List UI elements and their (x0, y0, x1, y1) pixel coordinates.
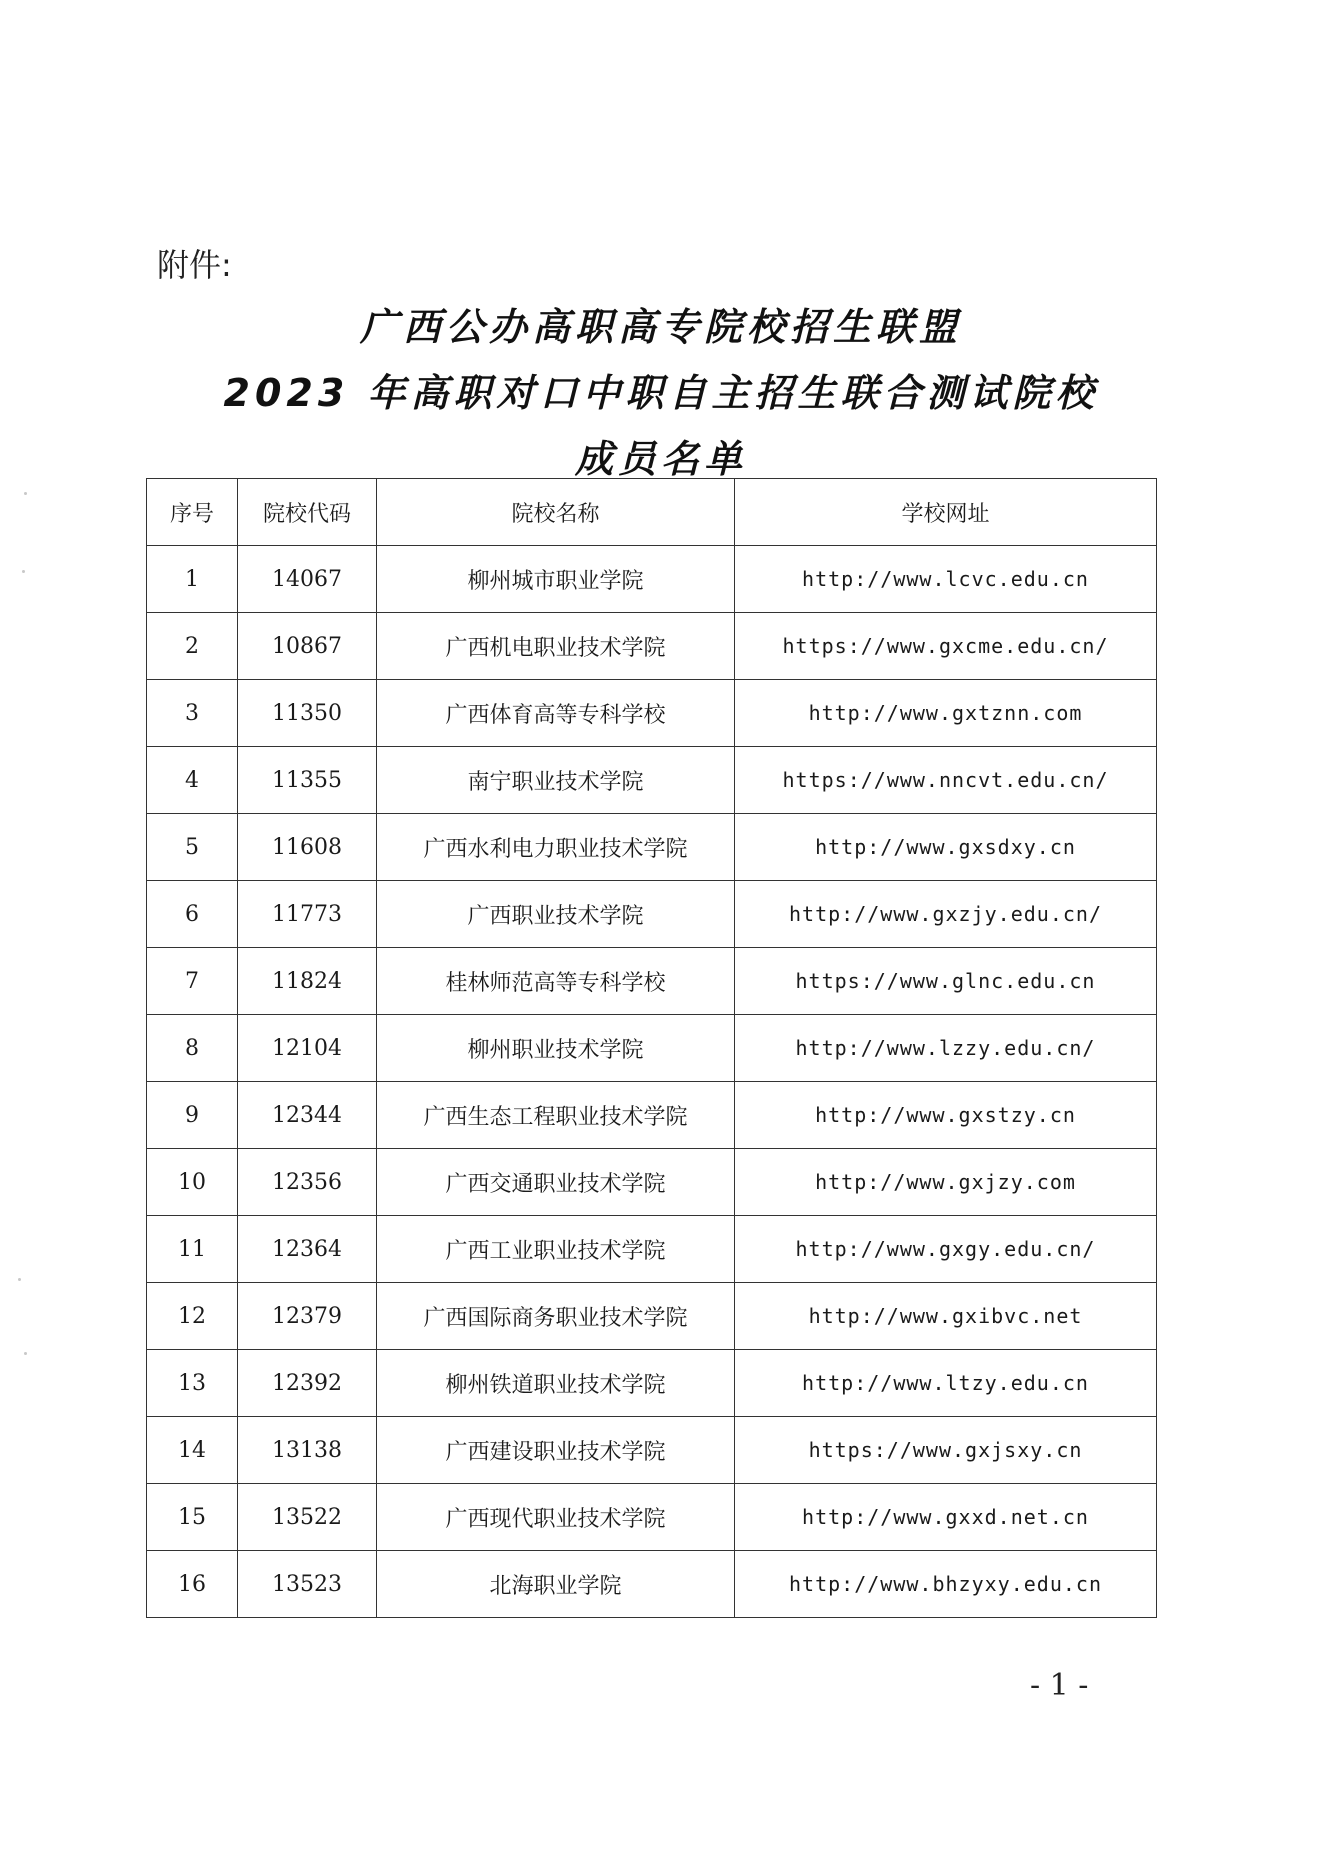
table-row (147, 1082, 1157, 1149)
cell-index: 14 (147, 1417, 238, 1484)
cell-code: 11608 (238, 814, 377, 881)
cell-code: 12344 (238, 1082, 377, 1149)
cell-url: https://www.nncvt.edu.cn/ (735, 747, 1157, 814)
cell-name: 北海职业学院 (377, 1551, 735, 1618)
scan-speck (22, 570, 25, 573)
cell-name: 广西现代职业技术学院 (377, 1484, 735, 1551)
cell-index: 2 (147, 613, 238, 680)
cell-name: 广西生态工程职业技术学院 (377, 1082, 735, 1149)
cell-code: 12356 (238, 1149, 377, 1216)
cell-code: 12392 (238, 1350, 377, 1417)
cell-url: http://www.lcvc.edu.cn (735, 546, 1157, 613)
cell-code: 14067 (238, 546, 377, 613)
table-row (147, 546, 1157, 613)
header-code: 院校代码 (238, 479, 377, 546)
cell-index: 6 (147, 881, 238, 948)
cell-index: 15 (147, 1484, 238, 1551)
cell-name: 广西机电职业技术学院 (377, 613, 735, 680)
cell-url: http://www.gxgy.edu.cn/ (735, 1216, 1157, 1283)
table-row (147, 1015, 1157, 1082)
table-row (147, 1417, 1157, 1484)
page-number: - 1 - (1030, 1668, 1089, 1703)
cell-index: 5 (147, 814, 238, 881)
header-url: 学校网址 (735, 479, 1157, 546)
scan-speck (24, 1352, 27, 1355)
cell-index: 12 (147, 1283, 238, 1350)
cell-url: http://www.gxsdxy.cn (735, 814, 1157, 881)
table-row (147, 1283, 1157, 1350)
cell-code: 12379 (238, 1283, 377, 1350)
cell-url: http://www.gxxd.net.cn (735, 1484, 1157, 1551)
cell-code: 13523 (238, 1551, 377, 1618)
cell-code: 11824 (238, 948, 377, 1015)
cell-url: http://www.gxzjy.edu.cn/ (735, 881, 1157, 948)
cell-url: https://www.gxjsxy.cn (735, 1417, 1157, 1484)
cell-name: 广西工业职业技术学院 (377, 1216, 735, 1283)
cell-name: 广西交通职业技术学院 (377, 1149, 735, 1216)
cell-name: 柳州职业技术学院 (377, 1015, 735, 1082)
header-index: 序号 (147, 479, 238, 546)
table-row (147, 747, 1157, 814)
cell-url: http://www.bhzyxy.edu.cn (735, 1551, 1157, 1618)
table-row (147, 680, 1157, 747)
cell-code: 12364 (238, 1216, 377, 1283)
cell-index: 1 (147, 546, 238, 613)
cell-code: 11773 (238, 881, 377, 948)
table-row (147, 814, 1157, 881)
cell-url: http://www.gxstzy.cn (735, 1082, 1157, 1149)
cell-url: http://www.lzzy.edu.cn/ (735, 1015, 1157, 1082)
scan-speck (18, 1278, 21, 1281)
cell-index: 16 (147, 1551, 238, 1618)
table-header-row (147, 479, 1157, 546)
cell-name: 南宁职业技术学院 (377, 747, 735, 814)
attachment-label: 附件: (157, 246, 232, 284)
cell-index: 8 (147, 1015, 238, 1082)
table-row (147, 1216, 1157, 1283)
cell-url: http://www.ltzy.edu.cn (735, 1350, 1157, 1417)
cell-name: 广西职业技术学院 (377, 881, 735, 948)
cell-name: 柳州铁道职业技术学院 (377, 1350, 735, 1417)
header-name: 院校名称 (377, 479, 735, 546)
cell-code: 13138 (238, 1417, 377, 1484)
cell-code: 11350 (238, 680, 377, 747)
cell-index: 3 (147, 680, 238, 747)
cell-code: 13522 (238, 1484, 377, 1551)
cell-name: 桂林师范高等专科学校 (377, 948, 735, 1015)
cell-code: 11355 (238, 747, 377, 814)
cell-index: 9 (147, 1082, 238, 1149)
cell-name: 广西水利电力职业技术学院 (377, 814, 735, 881)
table-row (147, 881, 1157, 948)
cell-code: 12104 (238, 1015, 377, 1082)
cell-index: 11 (147, 1216, 238, 1283)
cell-url: http://www.gxibvc.net (735, 1283, 1157, 1350)
cell-name: 广西建设职业技术学院 (377, 1417, 735, 1484)
title-line-2: 2023 年高职对口中职自主招生联合测试院校 (223, 371, 1099, 415)
cell-code: 10867 (238, 613, 377, 680)
table-row (147, 1551, 1157, 1618)
cell-index: 10 (147, 1149, 238, 1216)
table-row (147, 948, 1157, 1015)
cell-url: https://www.gxcme.edu.cn/ (735, 613, 1157, 680)
cell-url: http://www.gxjzy.com (735, 1149, 1157, 1216)
cell-name: 广西体育高等专科学校 (377, 680, 735, 747)
scan-speck (24, 492, 27, 495)
cell-url: http://www.gxtznn.com (735, 680, 1157, 747)
cell-name: 柳州城市职业学院 (377, 546, 735, 613)
cell-index: 4 (147, 747, 238, 814)
member-table (146, 478, 1157, 1618)
title-line-1: 广西公办高职高专院校招生联盟 (359, 305, 962, 349)
cell-index: 13 (147, 1350, 238, 1417)
table-row (147, 1149, 1157, 1216)
table-row (147, 1350, 1157, 1417)
cell-name: 广西国际商务职业技术学院 (377, 1283, 735, 1350)
cell-index: 7 (147, 948, 238, 1015)
title-line-3: 成员名单 (574, 437, 747, 481)
table-row (147, 613, 1157, 680)
table-row (147, 1484, 1157, 1551)
cell-url: https://www.glnc.edu.cn (735, 948, 1157, 1015)
